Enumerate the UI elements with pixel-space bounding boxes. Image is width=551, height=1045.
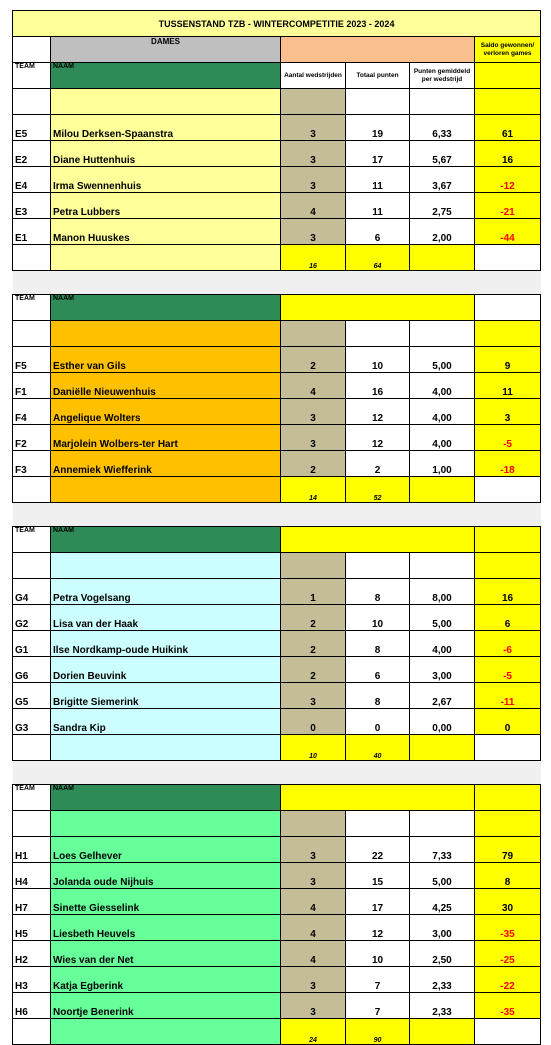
stats-header-band — [281, 37, 475, 63]
blank-cell — [13, 37, 51, 63]
saldo-value: -18 — [475, 451, 541, 477]
blank-cell — [475, 321, 541, 347]
wedstrijden-value: 3 — [281, 837, 346, 863]
player-row — [13, 657, 541, 683]
wedstrijden-header: Aantal wedstrijden — [281, 63, 346, 89]
player-name: Daniëlle Nieuwenhuis — [51, 373, 281, 399]
blank-cell — [51, 553, 281, 579]
blank-cell — [51, 735, 281, 761]
gemiddeld-value: 4,00 — [410, 399, 475, 425]
saldo-value: 0 — [475, 709, 541, 735]
gemiddeld-value: 0,00 — [410, 709, 475, 735]
gemiddeld-value: 4,00 — [410, 373, 475, 399]
gemiddeld-value: 5,00 — [410, 347, 475, 373]
player-row — [13, 193, 541, 219]
player-row — [13, 425, 541, 451]
saldo-value: -11 — [475, 683, 541, 709]
team-code: E3 — [13, 193, 51, 219]
saldo-value: 8 — [475, 863, 541, 889]
gemiddeld-value: 2,67 — [410, 683, 475, 709]
blank-cell — [410, 89, 475, 115]
separator-cell — [13, 271, 541, 295]
punten-value: 17 — [346, 889, 410, 915]
totals-row — [13, 477, 541, 503]
saldo-value: -44 — [475, 219, 541, 245]
player-name: Annemiek Wiefferink — [51, 451, 281, 477]
blank-cell — [13, 811, 51, 837]
team-header: TEAM — [13, 295, 51, 321]
wedstrijden-value: 3 — [281, 683, 346, 709]
saldo-value: -5 — [475, 657, 541, 683]
saldo-value: 79 — [475, 837, 541, 863]
stats-header-band — [281, 785, 475, 811]
team-code: E4 — [13, 167, 51, 193]
spacer-row — [13, 89, 541, 115]
punten-value: 8 — [346, 579, 410, 605]
total-wedstrijden: 24 — [281, 1019, 346, 1045]
player-name: Sandra Kip — [51, 709, 281, 735]
totals-row — [13, 1019, 541, 1045]
stats-header-band — [281, 527, 475, 553]
gemiddeld-value: 4,00 — [410, 631, 475, 657]
player-name: Petra Vogelsang — [51, 579, 281, 605]
saldo-value: 11 — [475, 373, 541, 399]
total-punten: 64 — [346, 245, 410, 271]
team-code: E1 — [13, 219, 51, 245]
player-row — [13, 115, 541, 141]
saldo-value: 9 — [475, 347, 541, 373]
team-code: H6 — [13, 993, 51, 1019]
saldo-value: -21 — [475, 193, 541, 219]
team-code: F5 — [13, 347, 51, 373]
totals-row — [13, 245, 541, 271]
player-name: Petra Lubbers — [51, 193, 281, 219]
sheet-title: TUSSENSTAND TZB - WINTERCOMPETITIE 2023 - 2024 — [13, 11, 541, 37]
blank-cell — [410, 321, 475, 347]
gemiddeld-value: 4,25 — [410, 889, 475, 915]
spacer-row — [13, 553, 541, 579]
saldo-header-blank — [475, 295, 541, 321]
player-name: Dorien Beuvink — [51, 657, 281, 683]
saldo-value: -25 — [475, 941, 541, 967]
wedstrijden-value: 2 — [281, 451, 346, 477]
blank-cell — [13, 321, 51, 347]
blank-cell — [346, 553, 410, 579]
player-name: Milou Derksen-Spaanstra — [51, 115, 281, 141]
player-row — [13, 863, 541, 889]
blank-cell — [410, 1019, 475, 1045]
punten-value: 2 — [346, 451, 410, 477]
player-row — [13, 141, 541, 167]
player-row — [13, 889, 541, 915]
team-header: TEAM — [13, 63, 51, 89]
gemiddeld-value: 2,33 — [410, 967, 475, 993]
blank-cell — [51, 477, 281, 503]
saldo-value: -5 — [475, 425, 541, 451]
team-code: E2 — [13, 141, 51, 167]
player-name: Esther van Gils — [51, 347, 281, 373]
punten-value: 6 — [346, 657, 410, 683]
team-code: G2 — [13, 605, 51, 631]
blank-cell — [13, 477, 51, 503]
player-name: Angelique Wolters — [51, 399, 281, 425]
saldo-header-blank — [475, 63, 541, 89]
blank-cell — [51, 811, 281, 837]
group-separator — [13, 271, 541, 295]
punten-value: 11 — [346, 167, 410, 193]
wedstrijden-value: 4 — [281, 915, 346, 941]
punten-value: 15 — [346, 863, 410, 889]
wedstrijden-value: 2 — [281, 605, 346, 631]
punten-value: 8 — [346, 631, 410, 657]
player-name: Diane Huttenhuis — [51, 141, 281, 167]
naam-header: NAAM — [51, 785, 281, 811]
naam-header: NAAM — [51, 63, 281, 89]
blank-cell — [281, 553, 346, 579]
player-name: Jolanda oude Nijhuis — [51, 863, 281, 889]
team-code: G4 — [13, 579, 51, 605]
blank-cell — [51, 1019, 281, 1045]
wedstrijden-value: 3 — [281, 399, 346, 425]
team-code: G5 — [13, 683, 51, 709]
saldo-value: 6 — [475, 605, 541, 631]
wedstrijden-value: 4 — [281, 373, 346, 399]
blank-cell — [475, 735, 541, 761]
wedstrijden-value: 3 — [281, 863, 346, 889]
blank-cell — [281, 811, 346, 837]
player-row — [13, 605, 541, 631]
blank-cell — [346, 811, 410, 837]
saldo-header-blank — [475, 527, 541, 553]
gemiddeld-value: 2,75 — [410, 193, 475, 219]
wedstrijden-value: 3 — [281, 167, 346, 193]
player-row — [13, 967, 541, 993]
blank-cell — [346, 321, 410, 347]
punten-value: 22 — [346, 837, 410, 863]
player-row — [13, 709, 541, 735]
naam-header: NAAM — [51, 295, 281, 321]
wedstrijden-value: 1 — [281, 579, 346, 605]
spacer-row — [13, 321, 541, 347]
wedstrijden-value: 3 — [281, 425, 346, 451]
team-code: H4 — [13, 863, 51, 889]
gemiddeld-value: 5,00 — [410, 605, 475, 631]
saldo-value: 30 — [475, 889, 541, 915]
gemiddeld-value: 7,33 — [410, 837, 475, 863]
player-name: Loes Gelhever — [51, 837, 281, 863]
team-header: TEAM — [13, 785, 51, 811]
gemiddeld-value: 3,00 — [410, 657, 475, 683]
player-name: Noortje Benerink — [51, 993, 281, 1019]
wedstrijden-value: 3 — [281, 967, 346, 993]
wedstrijden-value: 2 — [281, 657, 346, 683]
punten-value: 7 — [346, 967, 410, 993]
gemiddeld-value: 2,50 — [410, 941, 475, 967]
total-wedstrijden: 16 — [281, 245, 346, 271]
gemiddeld-value: 3,00 — [410, 915, 475, 941]
punten-value: 10 — [346, 347, 410, 373]
saldo-value: -6 — [475, 631, 541, 657]
blank-cell — [475, 553, 541, 579]
team-code: H7 — [13, 889, 51, 915]
player-name: Marjolein Wolbers-ter Hart — [51, 425, 281, 451]
blank-cell — [281, 89, 346, 115]
player-row — [13, 941, 541, 967]
player-row — [13, 399, 541, 425]
group-header-row — [13, 785, 541, 811]
group-header-row — [13, 295, 541, 321]
category-label: DAMES — [51, 37, 281, 63]
player-name: Wies van der Net — [51, 941, 281, 967]
player-row — [13, 347, 541, 373]
total-punten: 52 — [346, 477, 410, 503]
team-code: G3 — [13, 709, 51, 735]
wedstrijden-value: 3 — [281, 219, 346, 245]
punten-value: 8 — [346, 683, 410, 709]
total-punten: 40 — [346, 735, 410, 761]
blank-cell — [410, 735, 475, 761]
team-code: H2 — [13, 941, 51, 967]
saldo-value: -35 — [475, 915, 541, 941]
team-code: H1 — [13, 837, 51, 863]
player-row — [13, 683, 541, 709]
saldo-header: Saldo gewonnen/ verloren games — [475, 37, 541, 63]
saldo-value: 16 — [475, 141, 541, 167]
player-row — [13, 837, 541, 863]
blank-cell — [346, 89, 410, 115]
punten-value: 12 — [346, 425, 410, 451]
player-row — [13, 631, 541, 657]
gemiddeld-value: 5,00 — [410, 863, 475, 889]
spacer-row — [13, 811, 541, 837]
player-name: Irma Swennenhuis — [51, 167, 281, 193]
player-row — [13, 451, 541, 477]
saldo-value: 61 — [475, 115, 541, 141]
player-row — [13, 993, 541, 1019]
punten-value: 12 — [346, 915, 410, 941]
blank-cell — [410, 245, 475, 271]
punten-value: 10 — [346, 605, 410, 631]
player-name: Sinette Giesselink — [51, 889, 281, 915]
group-separator — [13, 503, 541, 527]
team-code: F2 — [13, 425, 51, 451]
naam-header: NAAM — [51, 527, 281, 553]
saldo-value: -35 — [475, 993, 541, 1019]
team-code: F3 — [13, 451, 51, 477]
punten-value: 10 — [346, 941, 410, 967]
gemiddeld-value: 1,00 — [410, 451, 475, 477]
blank-cell — [13, 1019, 51, 1045]
saldo-value: 16 — [475, 579, 541, 605]
gemiddeld-value: 2,33 — [410, 993, 475, 1019]
blank-cell — [51, 321, 281, 347]
blank-cell — [475, 477, 541, 503]
blank-cell — [410, 811, 475, 837]
punten-value: 11 — [346, 193, 410, 219]
team-code: G6 — [13, 657, 51, 683]
player-row — [13, 167, 541, 193]
wedstrijden-value: 2 — [281, 631, 346, 657]
saldo-value: 3 — [475, 399, 541, 425]
blank-cell — [51, 245, 281, 271]
team-code: H5 — [13, 915, 51, 941]
totals-row — [13, 735, 541, 761]
blank-cell — [13, 89, 51, 115]
blank-cell — [51, 89, 281, 115]
wedstrijden-value: 4 — [281, 941, 346, 967]
standings-table — [12, 10, 541, 1045]
blank-cell — [475, 1019, 541, 1045]
stats-header-band — [281, 295, 475, 321]
team-code: G1 — [13, 631, 51, 657]
blank-cell — [13, 553, 51, 579]
wedstrijden-value: 4 — [281, 193, 346, 219]
gemiddeld-value: 4,00 — [410, 425, 475, 451]
player-row — [13, 579, 541, 605]
gemiddeld-value: 8,00 — [410, 579, 475, 605]
blank-cell — [475, 245, 541, 271]
player-row — [13, 915, 541, 941]
blank-cell — [281, 321, 346, 347]
player-name: Brigitte Siemerink — [51, 683, 281, 709]
player-name: Katja Egberink — [51, 967, 281, 993]
saldo-value: -12 — [475, 167, 541, 193]
gemiddeld-header: Punten gemiddeld per wedstrijd — [410, 63, 475, 89]
total-punten: 90 — [346, 1019, 410, 1045]
gemiddeld-value: 6,33 — [410, 115, 475, 141]
total-wedstrijden: 10 — [281, 735, 346, 761]
punten-value: 6 — [346, 219, 410, 245]
group-separator — [13, 761, 541, 785]
total-wedstrijden: 14 — [281, 477, 346, 503]
punten-value: 16 — [346, 373, 410, 399]
blank-cell — [13, 735, 51, 761]
saldo-header-blank — [475, 785, 541, 811]
punten-header: Totaal punten — [346, 63, 410, 89]
punten-value: 17 — [346, 141, 410, 167]
wedstrijden-value: 4 — [281, 889, 346, 915]
blank-cell — [13, 245, 51, 271]
standings-sheet — [12, 10, 540, 1045]
team-code: E5 — [13, 115, 51, 141]
separator-cell — [13, 761, 541, 785]
gemiddeld-value: 2,00 — [410, 219, 475, 245]
player-name: Liesbeth Heuvels — [51, 915, 281, 941]
wedstrijden-value: 3 — [281, 141, 346, 167]
wedstrijden-value: 3 — [281, 993, 346, 1019]
player-name: Manon Huuskes — [51, 219, 281, 245]
wedstrijden-value: 3 — [281, 115, 346, 141]
separator-cell — [13, 503, 541, 527]
wedstrijden-value: 0 — [281, 709, 346, 735]
blank-cell — [410, 553, 475, 579]
punten-value: 19 — [346, 115, 410, 141]
blank-cell — [410, 477, 475, 503]
player-name: Lisa van der Haak — [51, 605, 281, 631]
punten-value: 0 — [346, 709, 410, 735]
team-code: F4 — [13, 399, 51, 425]
blank-cell — [475, 811, 541, 837]
wedstrijden-value: 2 — [281, 347, 346, 373]
player-name: Ilse Nordkamp-oude Huikink — [51, 631, 281, 657]
group-header-row — [13, 527, 541, 553]
team-code: H3 — [13, 967, 51, 993]
punten-value: 12 — [346, 399, 410, 425]
gemiddeld-value: 3,67 — [410, 167, 475, 193]
team-header: TEAM — [13, 527, 51, 553]
saldo-value: -22 — [475, 967, 541, 993]
team-code: F1 — [13, 373, 51, 399]
blank-cell — [475, 89, 541, 115]
player-row — [13, 219, 541, 245]
player-row — [13, 373, 541, 399]
gemiddeld-value: 5,67 — [410, 141, 475, 167]
punten-value: 7 — [346, 993, 410, 1019]
